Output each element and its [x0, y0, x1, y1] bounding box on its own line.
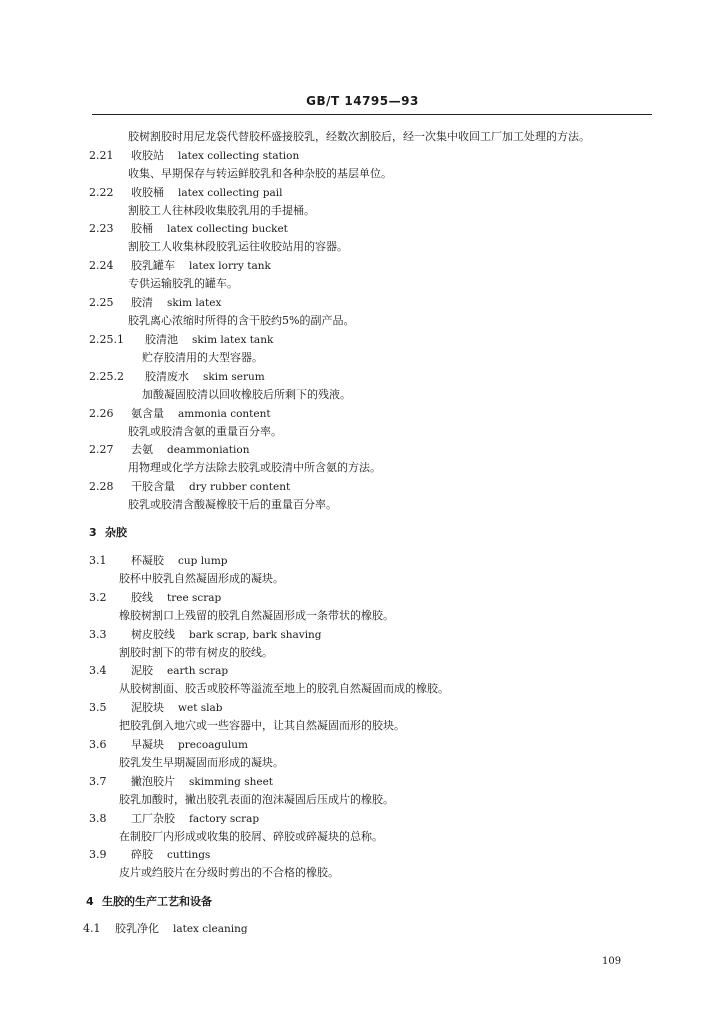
term-definition: 割胶时割下的带有树皮的胶线。 [119, 646, 273, 659]
term-number: 2.21 [89, 149, 114, 162]
term-definition: 割胶工人收集林段胶乳运往收胶站用的容器。 [128, 240, 348, 253]
term-entry [89, 480, 290, 494]
term-english: cup lump [178, 555, 228, 567]
term-number: 3.3 [89, 628, 107, 641]
term-definition: 把胶乳倒入地穴或一些容器中，让其自然凝固而形的胶块。 [119, 719, 405, 732]
term-entry [89, 370, 265, 384]
term-english: precoagulum [178, 739, 248, 751]
term-english: latex collecting bucket [167, 223, 288, 235]
section-heading [89, 526, 127, 540]
term-english: skim latex [167, 297, 222, 309]
term-definition: 胶乳加酸时，撇出胶乳表面的泡沫凝固后压成片的橡胶。 [119, 793, 394, 806]
term-definition: 皮片或绉胶片在分级时剪出的不合格的橡胶。 [119, 866, 339, 879]
term-number: 2.23 [89, 222, 114, 235]
term-number: 3.6 [89, 738, 107, 751]
term-english: deammoniation [167, 444, 250, 456]
term-definition: 用物理或化学方法除去胶乳或胶清中所含氨的方法。 [128, 461, 381, 474]
term-number: 2.24 [89, 259, 114, 272]
term-entry [89, 664, 228, 678]
term-entry [89, 701, 223, 715]
term-entry [89, 848, 210, 862]
standard-number-header: GB/T 14795—93 [306, 94, 419, 108]
term-number: 2.28 [89, 480, 114, 493]
term-chinese: 胶线 [131, 591, 153, 604]
term-english: latex collecting station [178, 150, 300, 162]
term-entry [89, 186, 282, 200]
term-entry [89, 443, 249, 457]
term-definition: 胶杯中胶乳自然凝固形成的凝块。 [119, 572, 284, 585]
term-entry [89, 812, 259, 826]
section-number: 3 [89, 526, 97, 539]
term-english: skimming sheet [189, 776, 273, 788]
section-title: 生胶的生产工艺和设备 [102, 895, 212, 908]
term-definition: 胶乳或胶清含氨的重量百分率。 [128, 425, 282, 438]
term-number: 2.25.2 [89, 370, 124, 383]
term-english: cuttings [167, 849, 211, 861]
term-chinese: 胶清池 [145, 333, 178, 346]
term-entry [89, 296, 221, 310]
term-chinese: 早凝块 [131, 738, 164, 751]
term-number: 2.25 [89, 296, 114, 309]
term-chinese: 胶乳净化 [115, 922, 159, 935]
header-rule [92, 114, 652, 115]
term-chinese: 工厂杂胶 [131, 812, 175, 825]
term-english: tree scrap [167, 592, 222, 604]
term-chinese: 胶清废水 [145, 370, 189, 383]
section-heading [86, 895, 212, 909]
term-chinese: 胶桶 [131, 222, 153, 235]
term-chinese: 收胶桶 [131, 186, 164, 199]
term-definition: 割胶工人往林段收集胶乳用的手提桶。 [128, 204, 315, 217]
term-number: 3.9 [89, 848, 107, 861]
term-chinese: 收胶站 [131, 149, 164, 162]
term-chinese: 杯凝胶 [131, 554, 164, 567]
term-chinese: 泥胶块 [131, 701, 164, 714]
term-chinese: 树皮胶线 [131, 628, 175, 641]
term-number: 3.4 [89, 664, 107, 677]
term-definition: 从胶树割面、胶舌或胶杯等溢流至地上的胶乳自然凝固而成的橡胶。 [119, 682, 449, 695]
section-title: 杂胶 [105, 526, 127, 539]
section-number: 4 [86, 895, 94, 908]
term-number: 2.25.1 [89, 333, 124, 346]
term-chinese: 胶乳罐车 [131, 259, 175, 272]
term-english: skim latex tank [192, 334, 274, 346]
term-chinese: 去氨 [131, 443, 153, 456]
term-english: latex lorry tank [189, 260, 271, 272]
term-definition: 胶乳发生早期凝固而形成的凝块。 [119, 756, 284, 769]
term-definition: 收集、早期保存与转运鲜胶乳和各种杂胶的基层单位。 [128, 167, 392, 180]
term-chinese: 撇泡胶片 [131, 775, 175, 788]
term-english: skim serum [203, 371, 265, 383]
term-number: 3.8 [89, 812, 107, 825]
term-definition: 加酸凝固胶清以回收橡胶后所剩下的残液。 [142, 388, 351, 401]
term-number: 3.7 [89, 775, 107, 788]
term-entry [89, 333, 273, 347]
term-chinese: 胶清 [131, 296, 153, 309]
term-english: wet slab [178, 702, 223, 714]
term-chinese: 氨含量 [131, 407, 164, 420]
term-number: 2.22 [89, 186, 114, 199]
term-entry [89, 222, 288, 236]
term-number: 4.1 [83, 922, 101, 935]
term-entry [83, 922, 248, 936]
term-definition: 胶乳或胶清含酸凝橡胶干后的重量百分率。 [128, 498, 337, 511]
term-english: latex cleaning [173, 923, 248, 935]
term-definition: 贮存胶清用的大型容器。 [142, 351, 263, 364]
term-entry [89, 259, 271, 273]
term-definition: 胶乳离心浓缩时所得的含干胶约5%的副产品。 [128, 314, 355, 327]
term-chinese: 碎胶 [131, 848, 153, 861]
page-number: 109 [602, 956, 622, 967]
term-english: latex collecting pail [178, 187, 283, 199]
term-english: dry rubber content [189, 481, 291, 493]
term-entry [89, 149, 299, 163]
term-definition: 专供运输胶乳的罐车。 [128, 277, 238, 290]
term-number: 2.27 [89, 443, 114, 456]
term-entry [89, 775, 273, 789]
term-english: bark scrap, bark shaving [189, 629, 322, 641]
term-number: 2.26 [89, 407, 114, 420]
term-entry [89, 407, 271, 421]
term-entry [89, 554, 228, 568]
term-number: 3.2 [89, 591, 107, 604]
term-english: ammonia content [178, 408, 271, 420]
term-entry [89, 738, 248, 752]
term-entry [89, 591, 221, 605]
term-english: factory scrap [189, 813, 260, 825]
intro-definition: 胶树割胶时用尼龙袋代替胶杯盛接胶乳，经数次割胶后，经一次集中收回工厂加工处理的方法。 [128, 130, 590, 143]
term-number: 3.1 [89, 554, 107, 567]
term-number: 3.5 [89, 701, 107, 714]
term-definition: 橡胶树割口上残留的胶乳自然凝固形成一条带状的橡胶。 [119, 609, 394, 622]
term-chinese: 泥胶 [131, 664, 153, 677]
term-definition: 在制胶厂内形成或收集的胶屑、碎胶或碎凝块的总称。 [119, 830, 383, 843]
term-english: earth scrap [167, 665, 229, 677]
term-entry [89, 628, 322, 642]
term-chinese: 干胶含量 [131, 480, 175, 493]
